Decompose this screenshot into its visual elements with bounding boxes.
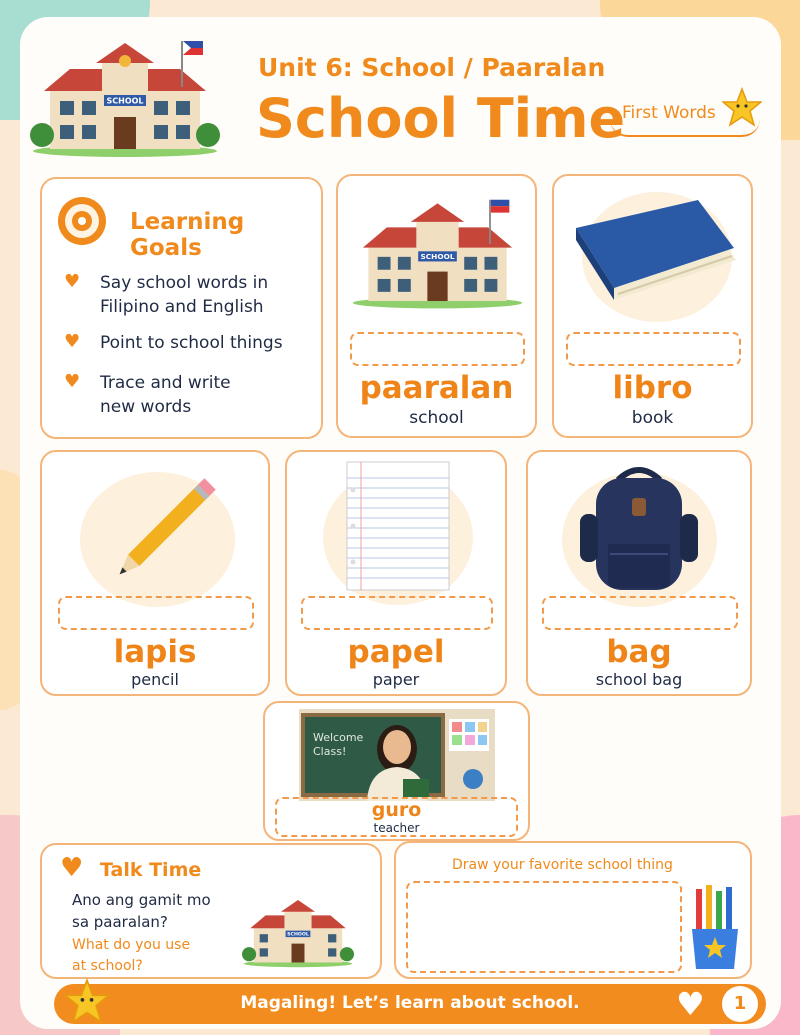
- drawing-area[interactable]: [406, 881, 682, 973]
- talk-time-card: [40, 843, 382, 979]
- word-english: book: [631, 408, 674, 428]
- word-english: school bag: [595, 670, 683, 689]
- word-filipino: guro: [371, 799, 422, 821]
- draw-title: Draw your favorite school thing: [452, 857, 673, 873]
- worksheet-page: [20, 17, 781, 1029]
- footer-bar: [54, 984, 766, 1024]
- pencil-icon: [92, 462, 232, 602]
- school-sign: SCHOOL: [287, 932, 309, 938]
- chalkboard-line: Class!: [313, 745, 347, 758]
- pencil-cup-icon: [688, 885, 742, 971]
- word-filipino: bag: [606, 634, 672, 670]
- word-card-bag: [526, 450, 752, 696]
- talk-question-english: What do you use at school?: [72, 937, 191, 974]
- page-title: School Time: [256, 87, 626, 150]
- paper-icon: [343, 460, 453, 592]
- word-english: school: [409, 408, 464, 428]
- school-building-icon: [30, 39, 220, 159]
- word-filipino: paaralan: [359, 370, 514, 406]
- trace-box[interactable]: [301, 596, 493, 630]
- word-card-lapis: [40, 450, 270, 696]
- chalkboard-text: Welcome Class!: [313, 731, 364, 758]
- heart-icon: ♥: [64, 371, 81, 392]
- word-english: teacher: [373, 821, 420, 835]
- heart-icon: ♥: [64, 271, 81, 292]
- trace-box[interactable]: [566, 332, 741, 366]
- teacher-image: [299, 709, 495, 801]
- trace-box[interactable]: [58, 596, 254, 630]
- heart-icon: ♥: [60, 853, 84, 883]
- school-building-icon: [350, 190, 525, 320]
- heart-icon: ♥: [64, 331, 81, 352]
- first-words-badge: [610, 97, 760, 137]
- target-icon: [56, 195, 108, 247]
- trace-box[interactable]: [542, 596, 738, 630]
- badge-label: First Words: [622, 103, 716, 123]
- heart-icon: ♥: [676, 985, 705, 1023]
- word-card-guro: [263, 701, 530, 841]
- word-card-papel: [285, 450, 507, 696]
- school-sign: SCHOOL: [420, 252, 455, 262]
- word-filipino: libro: [612, 370, 693, 406]
- word-card-paaralan: [336, 174, 537, 438]
- word-english: paper: [372, 670, 420, 689]
- star-icon: [722, 87, 762, 127]
- draw-card: [394, 841, 752, 979]
- school-building-icon: [242, 893, 354, 973]
- word-card-libro: [552, 174, 753, 438]
- word-filipino: lapis: [113, 634, 197, 670]
- backpack-icon: [574, 458, 704, 596]
- word-filipino: papel: [347, 634, 445, 670]
- talk-question-filipino: Ano ang gamit mo sa paaralan?: [72, 891, 211, 931]
- talk-title: Talk Time: [100, 859, 202, 881]
- page-number: 1: [722, 986, 758, 1022]
- school-sign: SCHOOL: [106, 96, 144, 106]
- goals-title: Learning Goals: [130, 209, 245, 261]
- footer-text: Magaling! Let’s learn about school.: [240, 993, 580, 1013]
- trace-box[interactable]: [350, 332, 525, 366]
- unit-label: Unit 6: School / Paaralan: [258, 53, 606, 82]
- learning-goals-card: Learning Goals ♥ Say school words in Filipino and English ♥ Point to school things ♥ Trace and write new words: [40, 177, 323, 439]
- book-icon: [568, 200, 740, 318]
- word-english: pencil: [131, 670, 179, 689]
